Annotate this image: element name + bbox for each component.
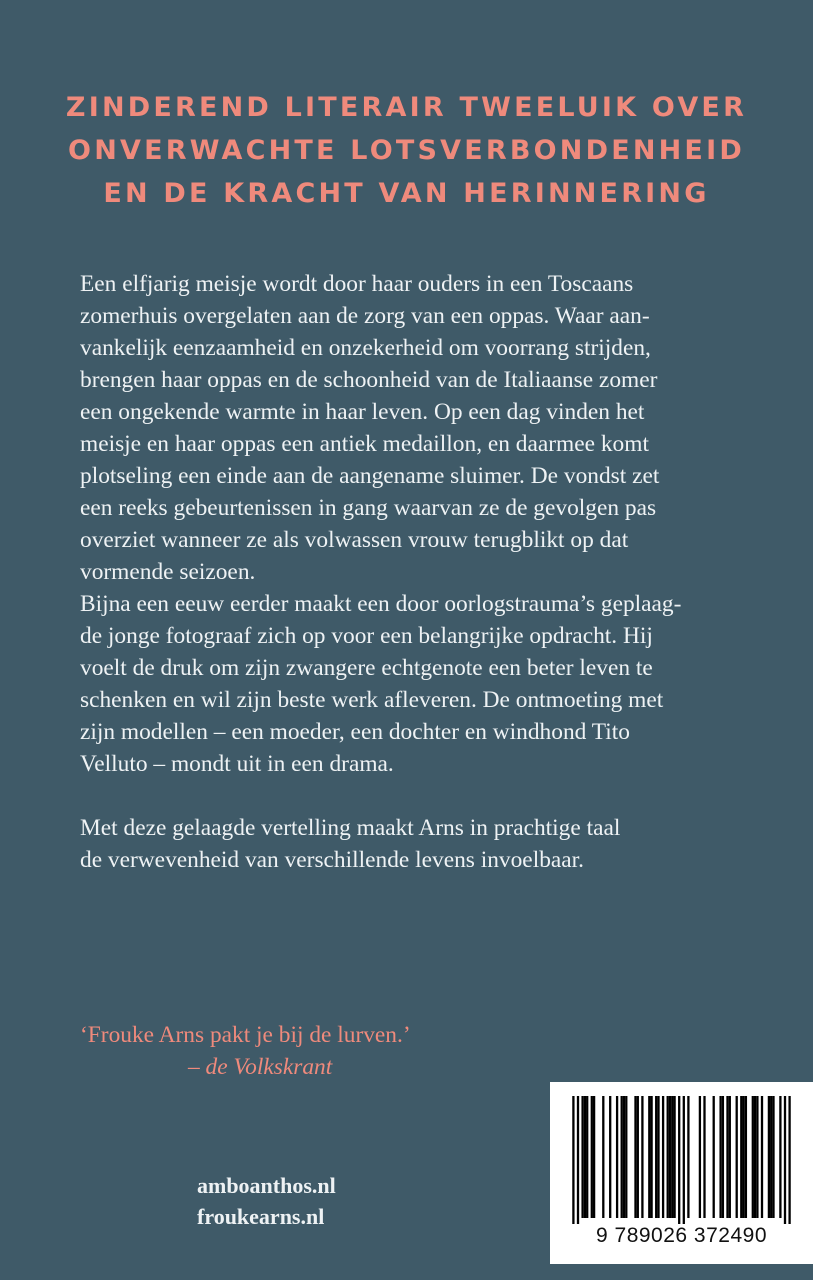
barcode-bar: [621, 1096, 623, 1218]
website-author: froukearns.nl: [197, 1204, 325, 1229]
barcode-bar: [756, 1096, 758, 1218]
barcode-bar: [634, 1096, 636, 1218]
barcode-bar: [609, 1096, 611, 1218]
headline-line: ONVERWACHTE LOTSVERBONDENHEID: [68, 135, 745, 166]
barcode-bar: [669, 1096, 671, 1218]
text-line: de verwevenheid van verschillende levens invoelbaar.: [80, 847, 584, 873]
text-line: Met deze gelaagde vertelling maakt Arns in prachtige taal: [80, 815, 621, 841]
text-line: vankelijk eenzaamheid en onzekerheid om voorrang strijden,: [80, 335, 651, 361]
headline-line: EN DE KRACHT VAN HERINNERING: [103, 178, 710, 209]
text-line: voelt de druk om zijn zwangere echtgenote een beter leven te: [80, 655, 653, 681]
barcode-bar: [667, 1096, 669, 1218]
text-line: een ongekende warmte in haar leven. Op een dag vinden het: [80, 399, 645, 425]
barcode-bar: [687, 1096, 689, 1218]
barcode-bar: [752, 1096, 754, 1218]
description: [80, 268, 740, 876]
press-quote: [80, 1019, 411, 1083]
quote-source: – de Volkskrant: [188, 1054, 333, 1080]
text-line: schenken en wil zijn beste werk afleveren. De ontmoeting met: [80, 687, 664, 713]
barcode-bar: [648, 1096, 650, 1218]
text-line: zomerhuis overgelaten aan de zorg van een oppas. Waar aan-: [80, 303, 650, 329]
barcode-bar: [637, 1096, 639, 1218]
barcode-bar: [788, 1096, 790, 1224]
barcode-bar: [584, 1096, 586, 1218]
paragraph-gap: [80, 780, 740, 812]
barcode: [550, 1082, 813, 1264]
barcode-bar: [729, 1096, 731, 1218]
text-line: brengen haar oppas en de schoonheid van de Italiaanse zomer: [80, 367, 658, 393]
barcode-bar: [784, 1096, 786, 1224]
text-line: plotseling een einde aan de aangename sluimer. De vondst zet: [80, 463, 660, 489]
barcode-bar: [742, 1096, 744, 1218]
headline: [0, 86, 813, 215]
barcode-bar: [586, 1096, 588, 1218]
isbn-number: 9 789026 372490: [596, 1224, 767, 1247]
barcode-bar: [625, 1096, 627, 1218]
barcode-bar: [572, 1096, 574, 1224]
quote-text: ‘Frouke Arns pakt je bij de lurven.’: [80, 1022, 411, 1048]
barcode-bar: [772, 1096, 774, 1218]
text-line: Bijna een eeuw eerder maakt een door oorlogstrauma’s geplaag-: [80, 591, 682, 617]
barcode-bar: [736, 1096, 738, 1218]
barcode-bar: [779, 1096, 781, 1218]
barcode-bar: [673, 1096, 675, 1218]
text-line: zijn modellen – een moeder, een dochter en windhond Tito: [80, 719, 630, 745]
text-line: vormende seizoen.: [80, 559, 256, 585]
barcode-bar: [581, 1096, 583, 1218]
barcode-bar: [657, 1096, 659, 1218]
barcode-bar: [740, 1096, 742, 1218]
text-line: een reeks gebeurtenissen in gang waarvan ze de gevolgen pas: [80, 495, 657, 521]
barcode-bar: [754, 1096, 756, 1218]
barcode-bar: [761, 1096, 763, 1218]
barcode-bar: [671, 1096, 673, 1218]
text-line: de jonge fotograaf zich op voor een belangrijke opdracht. Hij: [80, 623, 653, 649]
barcode-bar: [699, 1096, 701, 1218]
barcode-bar: [593, 1096, 595, 1218]
barcode-bar: [655, 1096, 657, 1218]
barcode-bar: [650, 1096, 652, 1218]
paragraph-2: [80, 588, 740, 780]
text-line: Een elfjarig meisje wordt door haar ouders in een Toscaans: [80, 271, 634, 297]
barcode-bars: [564, 1096, 799, 1224]
text-line: Velluto – mondt uit in een drama.: [80, 751, 394, 777]
barcode-bar: [623, 1096, 625, 1218]
website-publisher: amboanthos.nl: [197, 1173, 336, 1198]
websites: [197, 1170, 336, 1232]
barcode-bar: [591, 1096, 593, 1218]
barcode-bar: [713, 1096, 715, 1218]
barcode-bar: [703, 1096, 705, 1218]
barcode-bar: [577, 1096, 579, 1224]
barcode-bar: [602, 1096, 604, 1218]
barcode-bar: [678, 1096, 680, 1224]
barcode-bar: [726, 1096, 728, 1218]
barcode-bar: [768, 1096, 770, 1218]
barcode-bar: [719, 1096, 721, 1218]
paragraph-3: [80, 812, 740, 876]
paragraph-1: [80, 268, 740, 588]
text-line: overziet wanneer ze als volwassen vrouw terugblikt op dat: [80, 527, 629, 553]
text-line: meisje en haar oppas een antiek medaillon, en daarmee komt: [80, 431, 649, 457]
barcode-bar: [745, 1096, 747, 1218]
barcode-bar: [770, 1096, 772, 1218]
barcode-bar: [641, 1096, 643, 1218]
barcode-bar: [722, 1096, 724, 1218]
headline-line: ZINDEREND LITERAIR TWEELUIK OVER: [65, 92, 748, 123]
barcode-bar: [683, 1096, 685, 1224]
barcode-bar: [616, 1096, 618, 1218]
barcode-bar: [662, 1096, 664, 1218]
